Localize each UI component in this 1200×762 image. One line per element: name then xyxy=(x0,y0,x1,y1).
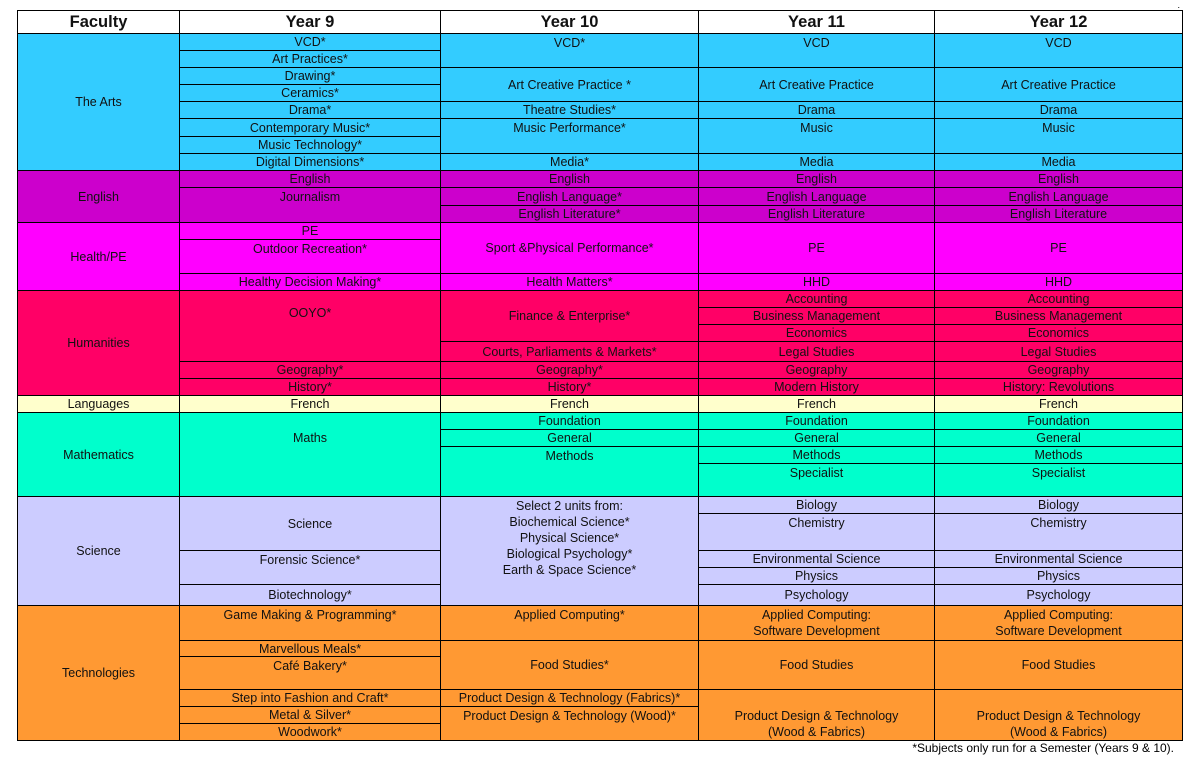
y12-english-literature: English Literature xyxy=(934,205,1183,223)
faculty-health: Health/PE xyxy=(17,222,180,291)
y11-history: Modern History xyxy=(698,378,935,396)
y10-vcd: VCD* xyxy=(440,33,699,68)
faculty-humanities: Humanities xyxy=(17,290,180,396)
faculty-languages: Languages xyxy=(17,395,180,413)
y11-music: Music xyxy=(698,118,935,154)
y10-history: History* xyxy=(440,378,699,396)
y10-food-studies: Food Studies* xyxy=(440,640,699,690)
y11-methods: Methods xyxy=(698,446,935,464)
y11-french: French xyxy=(698,395,935,413)
y12-pdt: Product Design & Technology (Wood & Fabrics) xyxy=(934,689,1183,741)
y11-english: English xyxy=(698,170,935,188)
y9-forensic-science: Forensic Science* xyxy=(179,550,441,585)
y10-science-units: Select 2 units from: Biochemical Science* Physical Science* Biological Psychology* Earth & Space Science* xyxy=(440,496,699,606)
y12-english: English xyxy=(934,170,1183,188)
y11-legal-studies: Legal Studies xyxy=(698,341,935,362)
y9-woodwork: Woodwork* xyxy=(179,723,441,741)
y11-pe: PE xyxy=(698,222,935,274)
y12-french: French xyxy=(934,395,1183,413)
y11-english-language: English Language xyxy=(698,187,935,206)
y12-english-language: English Language xyxy=(934,187,1183,206)
y9-english: English xyxy=(179,170,441,188)
y10-art-creative: Art Creative Practice * xyxy=(440,67,699,102)
y12-chemistry: Chemistry xyxy=(934,513,1183,551)
y10-geography: Geography* xyxy=(440,361,699,379)
y11-accounting: Accounting xyxy=(698,290,935,308)
y11-business-management: Business Management xyxy=(698,307,935,325)
y11-chemistry: Chemistry xyxy=(698,513,935,551)
y12-methods: Methods xyxy=(934,446,1183,464)
year-9-header: Year 9 xyxy=(179,10,441,34)
y11-vcd: VCD xyxy=(698,33,935,68)
y12-business-management: Business Management xyxy=(934,307,1183,325)
faculty-science: Science xyxy=(17,496,180,606)
y12-history: History: Revolutions xyxy=(934,378,1183,396)
faculty-english: English xyxy=(17,170,180,223)
y10-french: French xyxy=(440,395,699,413)
y10-music-performance: Music Performance* xyxy=(440,118,699,154)
y10-courts: Courts, Parliaments & Markets* xyxy=(440,341,699,362)
faculty-technologies: Technologies xyxy=(17,605,180,741)
y9-science: Science xyxy=(179,496,441,551)
y11-drama: Drama xyxy=(698,101,935,119)
y12-general: General xyxy=(934,429,1183,447)
y9-outdoor-recreation: Outdoor Recreation* xyxy=(179,239,441,274)
y12-vcd: VCD xyxy=(934,33,1183,68)
y12-geography: Geography xyxy=(934,361,1183,379)
y9-art-practices: Art Practices* xyxy=(179,50,441,68)
y9-contemporary-music: Contemporary Music* xyxy=(179,118,441,137)
y9-ooyo: OOYO* xyxy=(179,290,441,362)
y12-accounting: Accounting xyxy=(934,290,1183,308)
y9-music-technology: Music Technology* xyxy=(179,136,441,154)
faculty-mathematics: Mathematics xyxy=(17,412,180,497)
y10-english-literature: English Literature* xyxy=(440,205,699,223)
y12-hhd: HHD xyxy=(934,273,1183,291)
y10-english-language: English Language* xyxy=(440,187,699,206)
footnote: *Subjects only run for a Semester (Years 9 & 10). xyxy=(912,741,1174,755)
y11-general: General xyxy=(698,429,935,447)
y10-english: English xyxy=(440,170,699,188)
y9-history: History* xyxy=(179,378,441,396)
y10-pdt-wood: Product Design & Technology (Wood)* xyxy=(440,706,699,741)
year-11-header: Year 11 xyxy=(698,10,935,34)
y12-psychology: Psychology xyxy=(934,584,1183,606)
y9-healthy-decision: Healthy Decision Making* xyxy=(179,273,441,291)
y10-methods: Methods xyxy=(440,446,699,497)
y11-geography: Geography xyxy=(698,361,935,379)
y9-game-making: Game Making & Programming* xyxy=(179,605,441,641)
y11-specialist: Specialist xyxy=(698,463,935,497)
y12-legal-studies: Legal Studies xyxy=(934,341,1183,362)
y12-food-studies: Food Studies xyxy=(934,640,1183,690)
y12-pe: PE xyxy=(934,222,1183,274)
y10-health-matters: Health Matters* xyxy=(440,273,699,291)
y9-french: French xyxy=(179,395,441,413)
y12-biology: Biology xyxy=(934,496,1183,514)
y9-drama: Drama* xyxy=(179,101,441,119)
y11-english-literature: English Literature xyxy=(698,205,935,223)
y11-pdt: Product Design & Technology (Wood & Fabrics) xyxy=(698,689,935,741)
y9-marvellous-meals: Marvellous Meals* xyxy=(179,640,441,657)
y11-physics: Physics xyxy=(698,567,935,585)
y11-foundation: Foundation xyxy=(698,412,935,430)
year-12-header: Year 12 xyxy=(934,10,1183,34)
y10-finance-enterprise: Finance & Enterprise* xyxy=(440,290,699,342)
y12-media: Media xyxy=(934,153,1183,171)
y12-economics: Economics xyxy=(934,324,1183,342)
y10-pdt-fabrics: Product Design & Technology (Fabrics)* xyxy=(440,689,699,707)
y11-hhd: HHD xyxy=(698,273,935,291)
y9-journalism: Journalism xyxy=(179,187,441,223)
y12-drama: Drama xyxy=(934,101,1183,119)
y11-biology: Biology xyxy=(698,496,935,514)
y10-general: General xyxy=(440,429,699,447)
y10-applied-computing: Applied Computing* xyxy=(440,605,699,641)
y9-vcd: VCD* xyxy=(179,33,441,51)
y11-food-studies: Food Studies xyxy=(698,640,935,690)
y10-sport-performance: Sport &Physical Performance* xyxy=(440,222,699,274)
y9-pe: PE xyxy=(179,222,441,240)
y12-applied-computing: Applied Computing: Software Development xyxy=(934,605,1183,641)
y12-specialist: Specialist xyxy=(934,463,1183,497)
y11-media: Media xyxy=(698,153,935,171)
year-10-header: Year 10 xyxy=(440,10,699,34)
y9-biotechnology: Biotechnology* xyxy=(179,584,441,606)
y9-digital-dimensions: Digital Dimensions* xyxy=(179,153,441,171)
y11-environmental-science: Environmental Science xyxy=(698,550,935,568)
y11-psychology: Psychology xyxy=(698,584,935,606)
y9-fashion-craft: Step into Fashion and Craft* xyxy=(179,689,441,707)
y12-foundation: Foundation xyxy=(934,412,1183,430)
y12-music: Music xyxy=(934,118,1183,154)
y9-drawing: Drawing* xyxy=(179,67,441,85)
y10-theatre-studies: Theatre Studies* xyxy=(440,101,699,119)
y9-geography: Geography* xyxy=(179,361,441,379)
y11-art-creative: Art Creative Practice xyxy=(698,67,935,102)
y12-physics: Physics xyxy=(934,567,1183,585)
y9-metal-silver: Metal & Silver* xyxy=(179,706,441,724)
y12-environmental-science: Environmental Science xyxy=(934,550,1183,568)
y10-foundation: Foundation xyxy=(440,412,699,430)
y9-ceramics: Ceramics* xyxy=(179,84,441,102)
y9-maths: Maths xyxy=(179,412,441,497)
y11-applied-computing: Applied Computing: Software Development xyxy=(698,605,935,641)
corner-mark: . xyxy=(1177,0,1180,10)
y10-media: Media* xyxy=(440,153,699,171)
faculty-arts: The Arts xyxy=(17,33,180,171)
y11-economics: Economics xyxy=(698,324,935,342)
faculty-header: Faculty xyxy=(17,10,180,34)
y12-art-creative: Art Creative Practice xyxy=(934,67,1183,102)
y9-cafe-bakery: Café Bakery* xyxy=(179,656,441,690)
